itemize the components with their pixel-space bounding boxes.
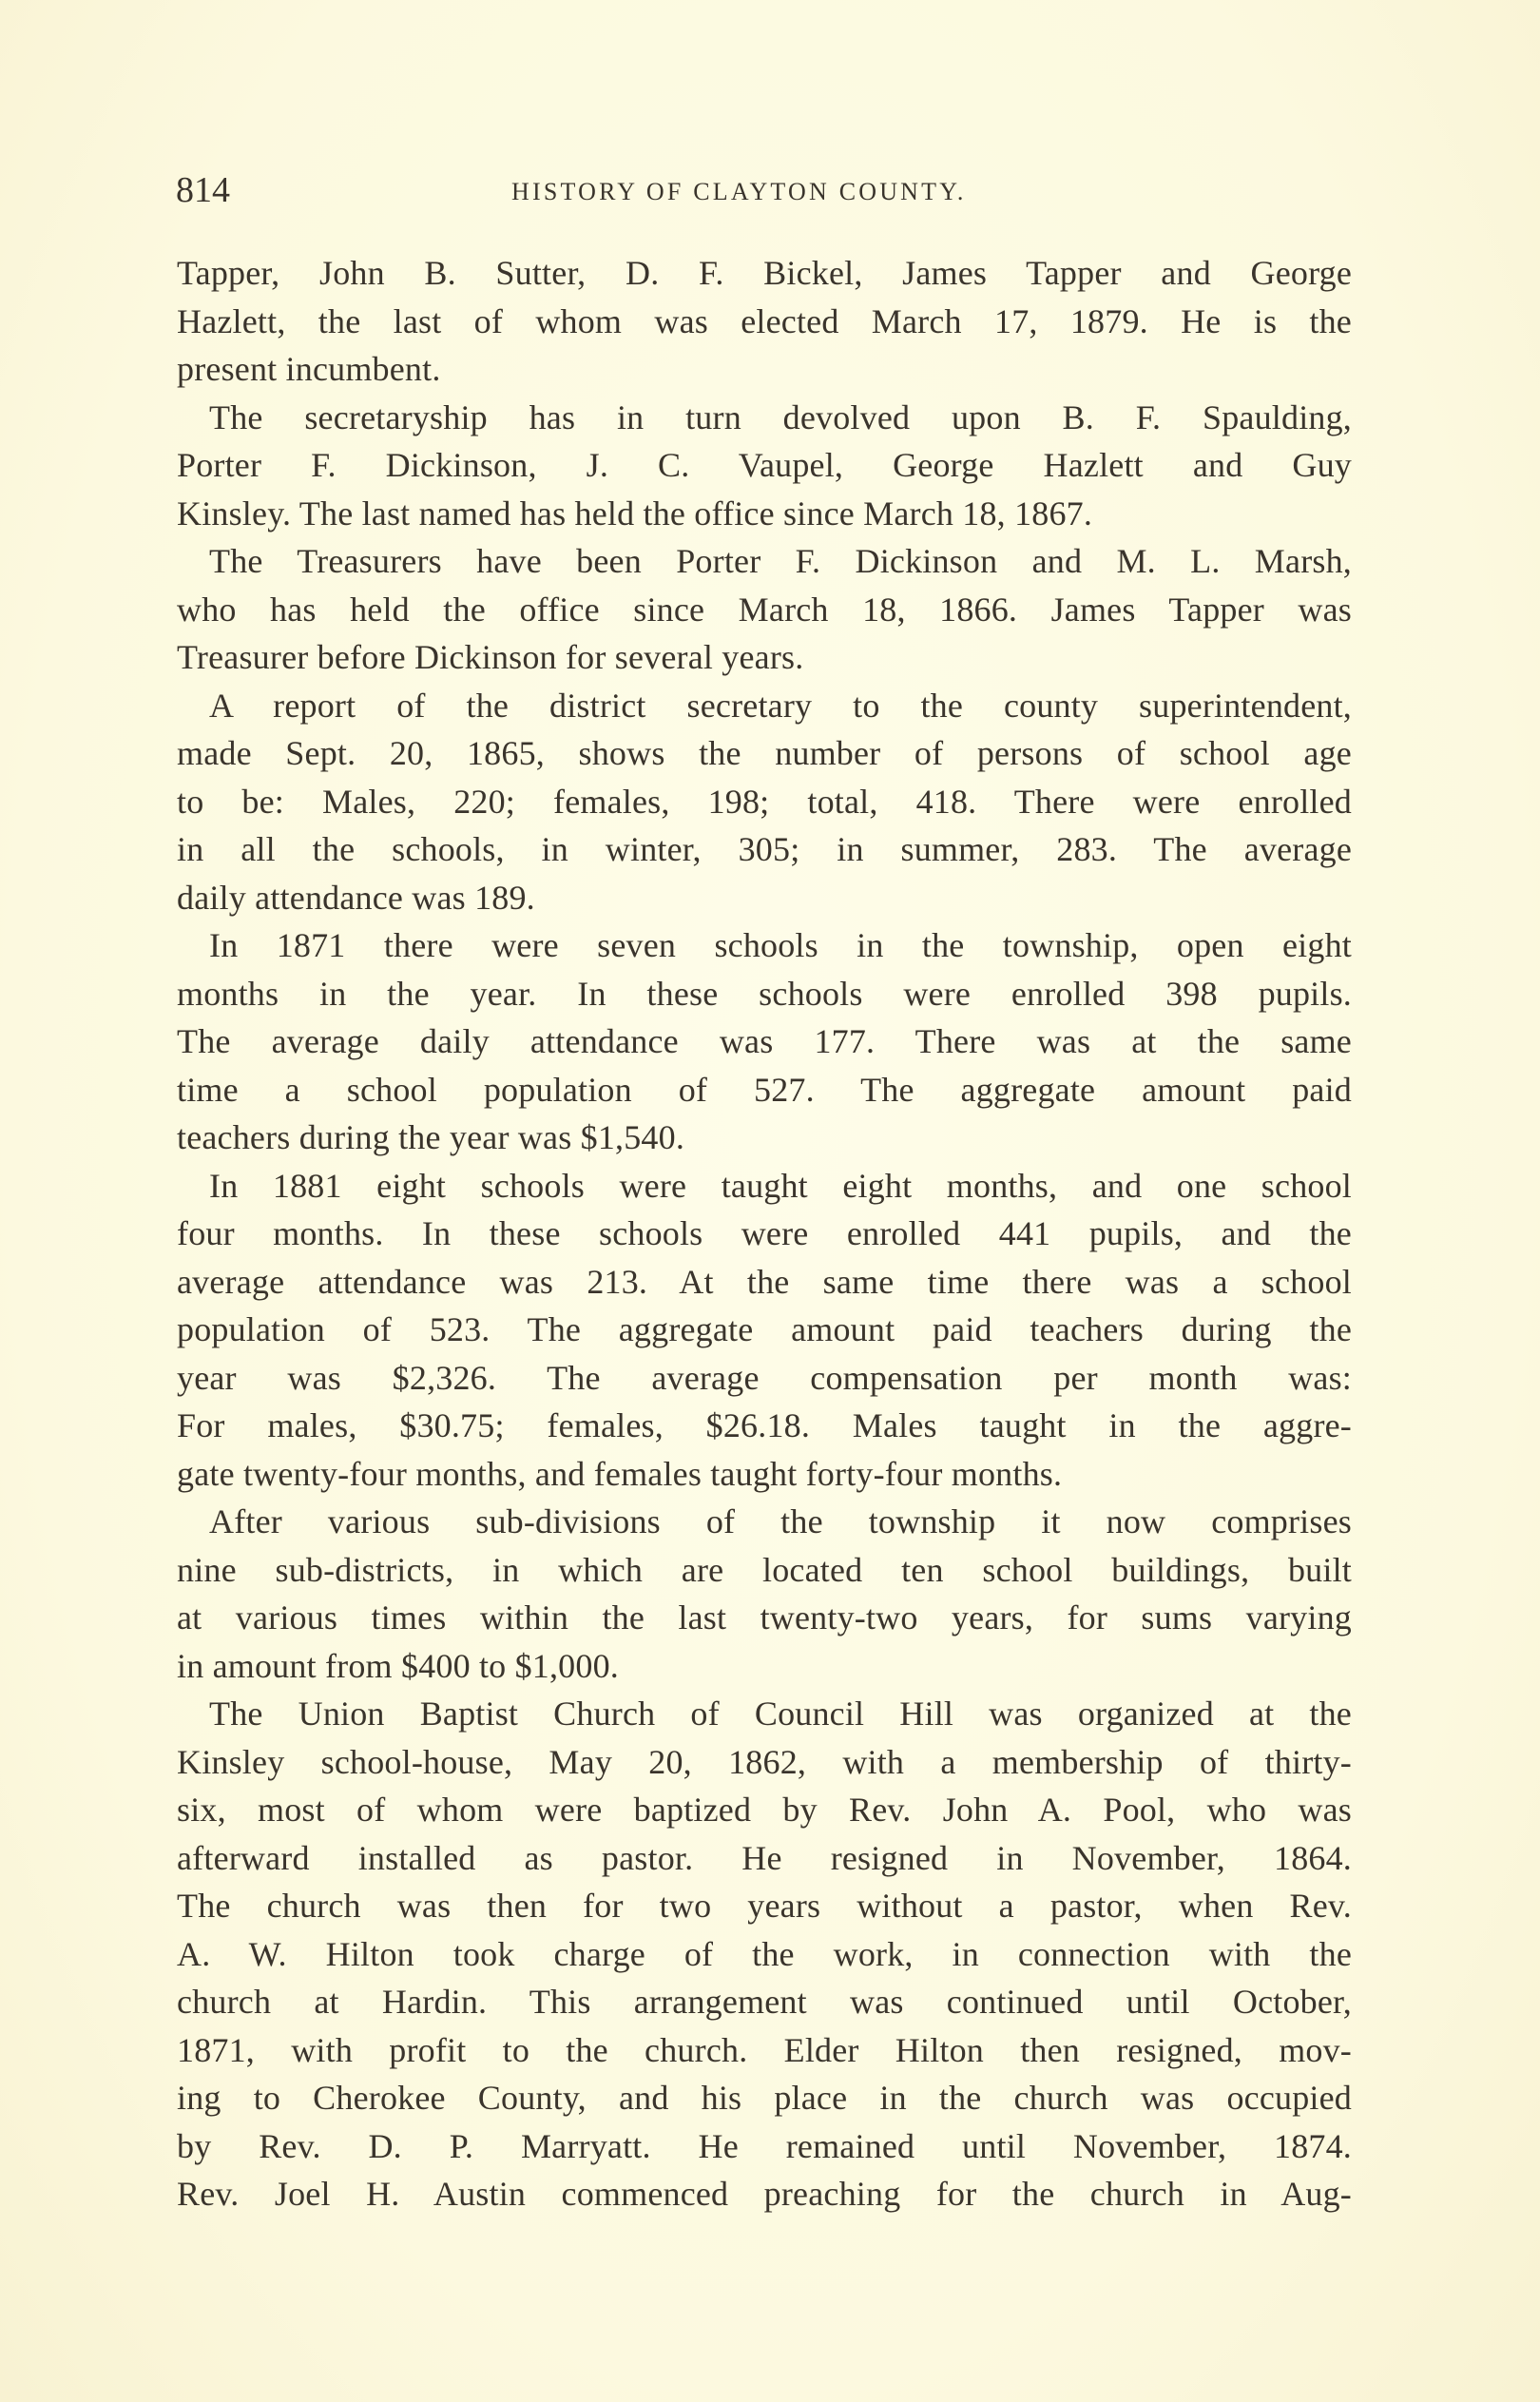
paragraph xyxy=(177,249,1352,394)
text-line: A report of the district secretary to the county superintendent, xyxy=(209,686,1352,725)
text-line: year was $2,326. The average compensation per month was: xyxy=(177,1358,1352,1397)
text-line: four months. In these schools were enrolled 441 pupils, and the xyxy=(177,1214,1352,1252)
text-line: Treasurer before Dickinson for several years. xyxy=(177,638,804,676)
paragraph xyxy=(177,1690,1352,2218)
text-line: daily attendance was 189. xyxy=(177,878,535,917)
text-line: present incumbent. xyxy=(177,350,441,388)
text-line: The average daily attendance was 177. There was at the same xyxy=(177,1022,1352,1060)
text-line: who has held the office since March 18, 1866. James Tapper was xyxy=(177,590,1352,629)
paragraph xyxy=(177,1162,1352,1499)
text-line: After various sub-divisions of the township it now comprises xyxy=(209,1502,1352,1540)
text-line: afterward installed as pastor. He resigned in November, 1864. xyxy=(177,1838,1352,1877)
running-title: HISTORY OF CLAYTON COUNTY. xyxy=(511,178,967,205)
text-line: in amount from $400 to $1,000. xyxy=(177,1646,619,1685)
text-line: population of 523. The aggregate amount paid teachers during the xyxy=(177,1310,1352,1348)
text-line: average attendance was 213. At the same time there was a school xyxy=(177,1262,1352,1301)
text-line: Tapper, John B. Sutter, D. F. Bickel, James Tapper and George xyxy=(177,254,1352,292)
text-line: gate twenty-four months, and females taught forty-four months. xyxy=(177,1454,1063,1493)
text-line: six, most of whom were baptized by Rev. John A. Pool, who was xyxy=(177,1791,1352,1829)
text-line: time a school population of 527. The aggregate amount paid xyxy=(177,1070,1352,1109)
paragraph xyxy=(177,1498,1352,1690)
text-line: in all the schools, in winter, 305; in summer, 283. The average xyxy=(177,830,1352,868)
paragraph xyxy=(177,921,1352,1162)
text-line: The Treasurers have been Porter F. Dickinson and M. L. Marsh, xyxy=(209,542,1352,580)
text-line: months in the year. In these schools were enrolled 398 pupils. xyxy=(177,974,1352,1013)
text-line: church at Hardin. This arrangement was continued until October, xyxy=(177,1983,1352,2021)
text-line: Hazlett, the last of whom was elected March 17, 1879. He is the xyxy=(177,301,1352,340)
text-line: teachers during the year was $1,540. xyxy=(177,1118,685,1156)
text-line: For males, $30.75; females, $26.18. Males taught in the aggre- xyxy=(177,1406,1352,1444)
text-line: ing to Cherokee County, and his place in the church was occupied xyxy=(177,2079,1352,2117)
text-line: made Sept. 20, 1865, shows the number of persons of school age xyxy=(177,734,1352,772)
text-line: nine sub-districts, in which are located ten school buildings, built xyxy=(177,1550,1352,1589)
text-line: Kinsley school-house, May 20, 1862, with a membership of thirty- xyxy=(177,1742,1352,1781)
text-line: In 1881 eight schools were taught eight months, and one school xyxy=(209,1166,1352,1205)
text-line: The Union Baptist Church of Council Hill was organized at the xyxy=(209,1695,1352,1733)
page-number: 814 xyxy=(176,170,230,210)
text-line: at various times within the last twenty-two years, for sums varying xyxy=(177,1598,1352,1637)
text-line: The church was then for two years without a pastor, when Rev. xyxy=(177,1887,1352,1925)
text-line: Porter F. Dickinson, J. C. Vaupel, George Hazlett and Guy xyxy=(177,446,1352,484)
paragraph xyxy=(177,682,1352,922)
paragraph xyxy=(177,537,1352,682)
text-line: The secretaryship has in turn devolved upon B. F. Spaulding, xyxy=(209,397,1352,436)
paragraph xyxy=(177,394,1352,538)
text-line: Kinsley. The last named has held the office since March 18, 1867. xyxy=(177,494,1093,533)
text-line: by Rev. D. P. Marryatt. He remained until November, 1874. xyxy=(177,2126,1352,2165)
text-line: to be: Males, 220; females, 198; total, 418. There were enrolled xyxy=(177,782,1352,821)
text-line: 1871, with profit to the church. Elder Hilton then resigned, mov- xyxy=(177,2030,1352,2069)
text-line: A. W. Hilton took charge of the work, in connection with the xyxy=(177,1934,1352,1973)
text-line: In 1871 there were seven schools in the township, open eight xyxy=(209,926,1352,964)
text-line: Rev. Joel H. Austin commenced preaching for the church in Aug- xyxy=(177,2175,1352,2213)
running-head xyxy=(176,169,1355,211)
body-text xyxy=(177,249,1352,2218)
